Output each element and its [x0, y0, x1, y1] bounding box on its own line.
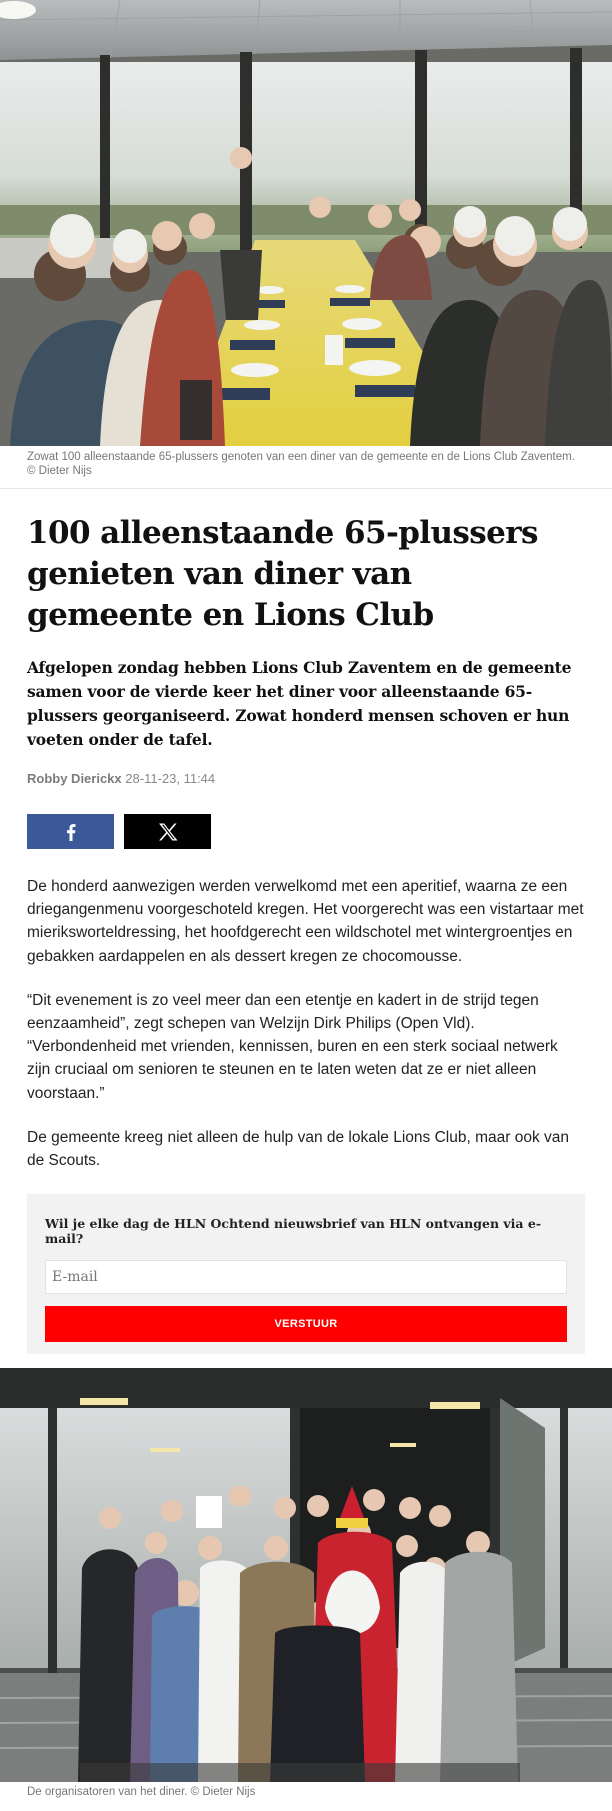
submit-button[interactable]: VERSTUUR	[45, 1306, 567, 1342]
facebook-icon	[62, 823, 80, 841]
publish-date: 28-11-23, 11:44	[125, 771, 216, 786]
organizers-photo	[0, 1368, 612, 1782]
email-input[interactable]	[45, 1260, 567, 1294]
article-body	[27, 875, 585, 1172]
x-share-button[interactable]	[124, 814, 211, 849]
article-headline: 100 alleenstaande 65-plussers genieten van diner van gemeente en Lions Club	[27, 515, 538, 633]
bottom-photo-caption: De organisatoren van het diner. © Dieter Nijs	[27, 1786, 256, 1799]
body-paragraph: De honderd aanwezigen werden verwelkomd met een aperitief, waarna ze een driegangenmenu voorgeschoteld kregen. Het voorgerecht was een vistartaar met mieriksworteldressing, het hoofdgerecht een wildschotel met wintergroentjes en gebakken aardappelen en als dessert kregen ze chocomousse.	[27, 878, 584, 965]
dinner-photo-illustration	[0, 0, 612, 446]
top-photo-caption: Zowat 100 alleenstaande 65-plussers genoten van een diner van de gemeente en de Lions Club Zaventem. © Dieter Nijs	[27, 451, 575, 477]
article-lead: Afgelopen zondag hebben Lions Club Zaventem en de gemeente samen voor de vierde keer het diner voor alleenstaande 65-plussers georganiseerd. Zowat honderd mensen schoven er hun voeten onder de tafel.	[27, 658, 572, 749]
caption-divider	[0, 488, 612, 489]
author-name: Robby Dierickx	[27, 771, 122, 786]
newsletter-signup	[27, 1194, 585, 1354]
x-icon	[158, 823, 178, 841]
body-paragraph: De gemeente kreeg niet alleen de hulp van de lokale Lions Club, maar ook van de Scouts.	[27, 1128, 569, 1170]
share-buttons	[27, 814, 585, 849]
newsletter-title: Wil je elke dag de HLN Ochtend nieuwsbrief van HLN ontvangen via e-mail?	[45, 1216, 542, 1247]
article	[0, 513, 612, 1172]
facebook-share-button[interactable]	[27, 814, 114, 849]
article-hero-photo	[0, 0, 612, 446]
byline	[27, 771, 585, 786]
body-paragraph: “Dit evenement is zo veel meer dan een etentje en kadert in de strijd tegen eenzaamheid”, zegt schepen van Welzijn Dirk Philips (Open Vld). “Verbondenheid met vrienden, kennissen, buren en een sterk sociaal netwerk zijn cruciaal om senioren te steunen en te laten weten dat ze er niet alleen voorstaan.”	[27, 991, 558, 1102]
group-photo-illustration	[0, 1368, 612, 1782]
